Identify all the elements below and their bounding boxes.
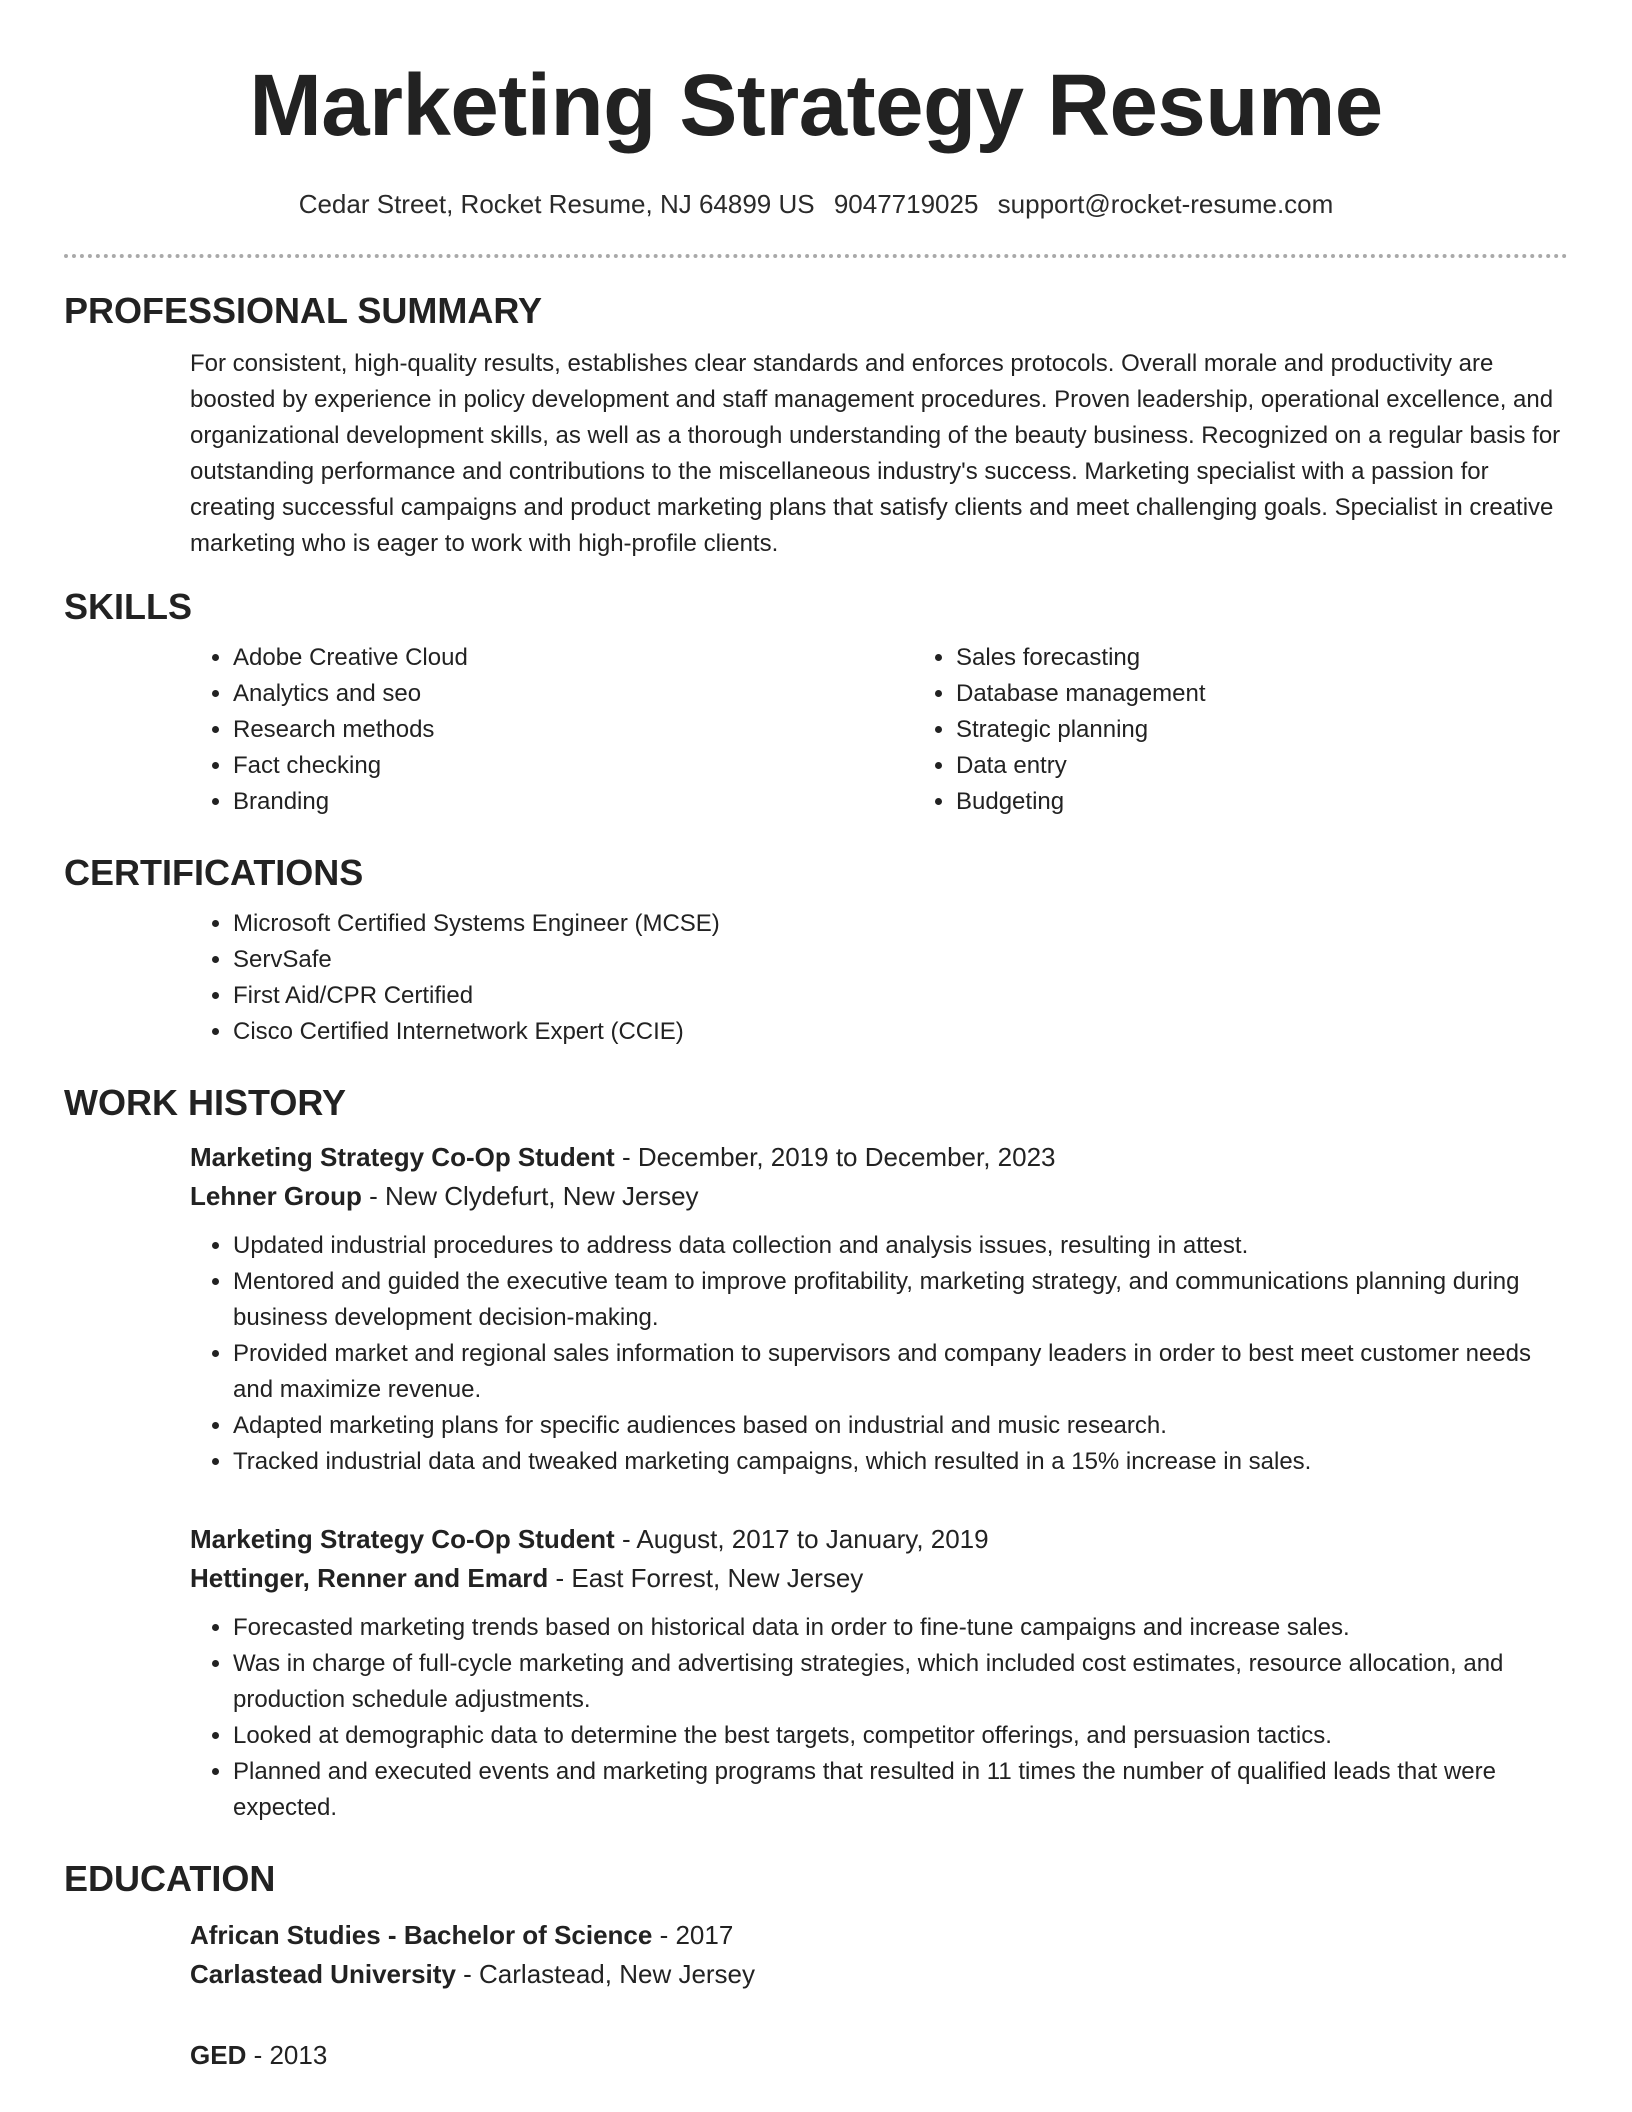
skills-section (0, 584, 1632, 820)
job-dates: - August, 2017 to January, 2019 (621, 1524, 989, 1554)
skills-grid (190, 640, 1568, 820)
job-bullets (190, 1228, 1568, 1480)
professional-summary-section (0, 288, 1632, 562)
header-divider (64, 254, 1568, 258)
job-bullet: • Looked at demographic data to determine the best targets, competitor offerings, and persuasion tactics. (233, 1718, 1568, 1754)
job-company: Lehner Group (190, 1181, 362, 1211)
job-bullet: • Updated industrial procedures to address data collection and analysis issues, resulting in attest. (233, 1228, 1568, 1264)
job-role: Marketing Strategy Co-Op Student (190, 1142, 615, 1172)
section-title-education: EDUCATION (64, 1858, 276, 1899)
job-company-line (190, 1177, 1568, 1216)
education-school: Carlastead University (190, 1959, 456, 1989)
education-year: - 2013 (253, 2040, 328, 2070)
summary-text: For consistent, high-quality results, establishes clear standards and enforces protocols. Overall morale and productivity are boosted by experience in policy development and staff management procedures. Proven leadership, operational excellence, and organizational development skills, as well as a thorough understanding of the beauty business. Recognized on a regular basis for outstanding performance and contributions to the miscellaneous industry's success. Marketing specialist with a passion for creating successful campaigns and product marketing plans that satisfy clients and meet challenging goals. Specialist in creative marketing who is eager to work with high-profile clients. (190, 350, 1561, 557)
education-school-line (190, 1955, 1568, 1994)
job-company-line (190, 1559, 1568, 1598)
job-bullet: • Tracked industrial data and tweaked marketing campaigns, which resulted in a 15% increase in sales. (233, 1444, 1568, 1480)
resume-title: Marketing Strategy Resume (249, 57, 1383, 154)
job-location: - New Clydefurt, New Jersey (369, 1181, 699, 1211)
skill-item: • Budgeting (956, 784, 1206, 820)
contact-line (0, 188, 1632, 220)
skill-item: • Strategic planning (956, 712, 1206, 748)
skills-list-right (913, 640, 1206, 820)
certifications-section (0, 850, 1632, 1050)
section-title-certifications: CERTIFICATIONS (64, 852, 364, 893)
skill-item: • Research methods (233, 712, 913, 748)
job-company: Hettinger, Renner and Emard (190, 1563, 549, 1593)
certification-item: • Cisco Certified Internetwork Expert (CCIE) (233, 1014, 1568, 1050)
skills-list-left (190, 640, 913, 820)
education-degree: GED (190, 2040, 247, 2070)
skill-item: • Adobe Creative Cloud (233, 640, 913, 676)
job-role-line (190, 1138, 1568, 1177)
education-entry (190, 1916, 1568, 1994)
contact-phone: 9047719025 (833, 189, 979, 219)
skill-item: • Database management (956, 676, 1206, 712)
contact-address: Cedar Street, Rocket Resume, NJ 64899 US (298, 189, 815, 219)
education-section (0, 1856, 1632, 2075)
skill-item: • Data entry (956, 748, 1206, 784)
skill-item: • Branding (233, 784, 913, 820)
skill-item: • Fact checking (233, 748, 913, 784)
job-bullet: • Mentored and guided the executive team to improve profitability, marketing strategy, and communications planning during business development decision-making. (233, 1264, 1568, 1336)
section-title-summary: PROFESSIONAL SUMMARY (64, 290, 543, 331)
section-title-skills: SKILLS (64, 586, 193, 627)
job-entry (190, 1138, 1568, 1480)
certification-item: • Microsoft Certified Systems Engineer (MCSE) (233, 906, 1568, 942)
work-history-section (0, 1080, 1632, 1826)
job-bullet: • Planned and executed events and marketing programs that resulted in 11 times the number of qualified leads that were expected. (233, 1754, 1568, 1826)
education-degree-line (190, 1916, 1568, 1955)
education-degree: African Studies - Bachelor of Science (190, 1920, 653, 1950)
certification-item: • First Aid/CPR Certified (233, 978, 1568, 1014)
job-dates: - December, 2019 to December, 2023 (621, 1142, 1056, 1172)
job-bullet: • Adapted marketing plans for specific audiences based on industrial and music research. (233, 1408, 1568, 1444)
job-bullets (190, 1610, 1568, 1826)
education-year: - 2017 (659, 1920, 734, 1950)
education-degree-line (190, 2036, 1568, 2075)
job-bullet: • Was in charge of full-cycle marketing and advertising strategies, which included cost estimates, resource allocation, and production schedule adjustments. (233, 1646, 1568, 1718)
education-location: - Carlastead, New Jersey (463, 1959, 756, 1989)
job-bullet: • Provided market and regional sales information to supervisors and company leaders in order to best meet customer needs and maximize revenue. (233, 1336, 1568, 1408)
contact-email: support@rocket-resume.com (997, 189, 1334, 219)
skill-item: • Sales forecasting (956, 640, 1206, 676)
job-role: Marketing Strategy Co-Op Student (190, 1524, 615, 1554)
job-location: - East Forrest, New Jersey (555, 1563, 864, 1593)
education-entry (190, 2036, 1568, 2075)
certification-item: • ServSafe (233, 942, 1568, 978)
job-bullet: • Forecasted marketing trends based on historical data in order to fine-tune campaigns and increase sales. (233, 1610, 1568, 1646)
section-title-work-history: WORK HISTORY (64, 1082, 347, 1123)
job-entry (190, 1520, 1568, 1826)
resume-header (0, 0, 1632, 220)
skill-item: • Analytics and seo (233, 676, 913, 712)
certifications-list (190, 906, 1568, 1050)
job-role-line (190, 1520, 1568, 1559)
